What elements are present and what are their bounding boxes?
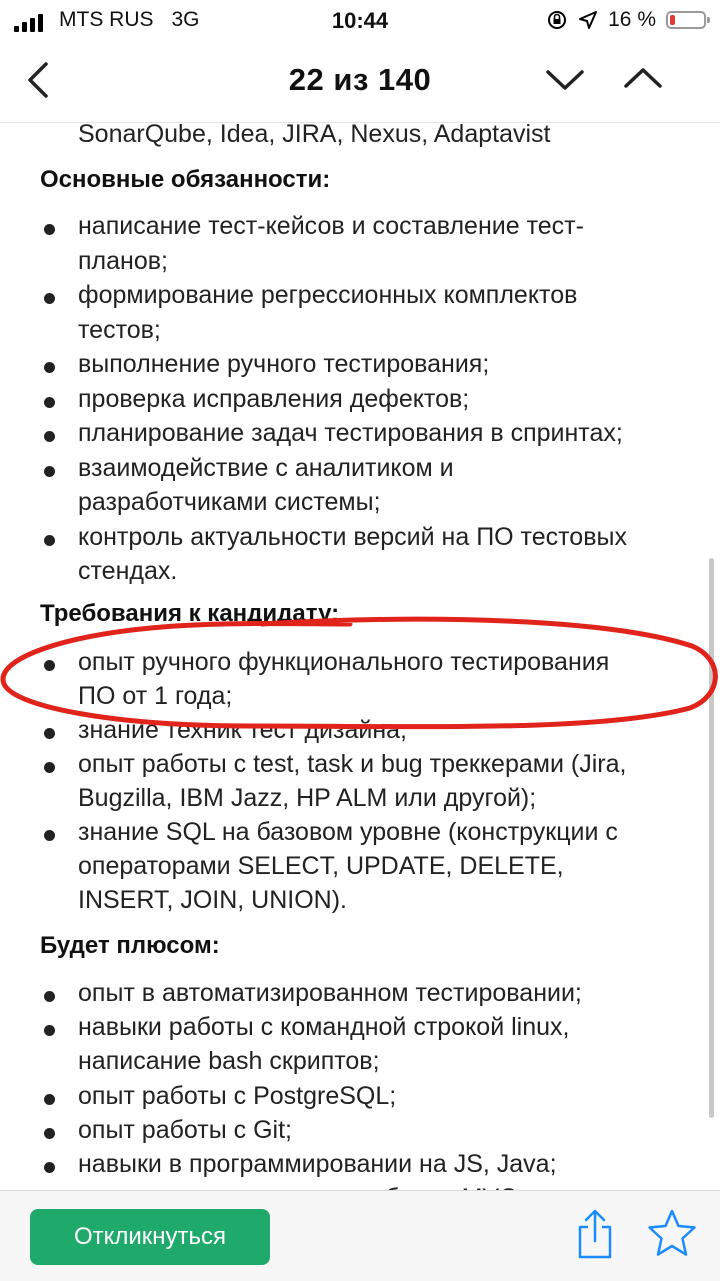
bullet-icon	[44, 1025, 55, 1036]
bullet-icon	[44, 1128, 55, 1139]
tools-line: SonarQube, Idea, JIRA, Nexus, Adaptavist	[78, 120, 551, 148]
duties-heading: Основные обязанности:	[40, 166, 331, 193]
apply-button[interactable]: Откликнуться	[30, 1209, 270, 1265]
bullet-icon	[44, 762, 55, 773]
list-item-line: навыки в программировании на JS, Java;	[78, 1150, 557, 1178]
list-item-line: тестов;	[78, 315, 161, 344]
list-item-line: ПО от 1 года;	[78, 682, 233, 710]
list-item-line: контроль актуальности версий на ПО тестовых	[78, 522, 627, 551]
scrollbar[interactable]	[709, 558, 714, 1118]
list-item-line: написание bash скриптов;	[78, 1047, 380, 1076]
list-item-line: навыки работы с командной строкой linux,	[78, 1013, 570, 1042]
bullet-icon	[44, 660, 55, 671]
list-item-line: взаимодействие с аналитиком и	[78, 453, 454, 482]
list-item-line: написание тест-кейсов и составление тест-	[78, 212, 584, 240]
page-title: 22 из 140	[288, 62, 432, 97]
battery-icon	[666, 11, 706, 29]
status-bar	[0, 0, 720, 40]
bullet-icon	[44, 224, 55, 235]
share-icon[interactable]	[574, 1207, 616, 1261]
list-item-line: знание SQL на базовом уровне (конструкции с	[78, 818, 618, 846]
list-item-line: планирование задач тестирования в спринтах;	[78, 419, 623, 447]
status-time: 10:44	[331, 8, 389, 33]
list-item-line: опыт работы с Git;	[78, 1115, 292, 1144]
list-item-line: разработчиками системы;	[78, 488, 381, 516]
list-item-line: проверка исправления дефектов;	[78, 384, 470, 413]
navigation-bar	[0, 40, 720, 123]
list-item-line: знание техник тест дизайна;	[78, 716, 407, 744]
list-item-line: формирование регрессионных комплектов	[78, 281, 578, 309]
chevron-up-icon[interactable]	[618, 62, 668, 92]
list-item-line: опыт работы с PostgreSQL;	[78, 1081, 397, 1110]
battery-fill	[670, 15, 675, 25]
list-item-line: опыт в автоматизированном тестировании;	[78, 979, 582, 1007]
favorite-star-icon[interactable]	[646, 1207, 698, 1259]
battery-percent: 16 %	[608, 8, 656, 31]
network-label: 3G	[171, 8, 200, 31]
plus-heading: Будет плюсом:	[40, 932, 220, 959]
orientation-lock-icon	[546, 9, 568, 31]
list-item-line: опыт работы с test, task и bug треккерами (Jira,	[78, 750, 627, 778]
bullet-icon	[44, 397, 55, 408]
vacancy-description[interactable]	[0, 114, 720, 1190]
bullet-icon	[44, 431, 55, 442]
list-item-line: операторами SELECT, UPDATE, DELETE,	[78, 852, 564, 880]
bullet-icon	[44, 293, 55, 304]
bullet-icon	[44, 1162, 55, 1173]
bullet-icon	[44, 991, 55, 1002]
bullet-icon	[44, 535, 55, 546]
list-item-line: INSERT, JOIN, UNION).	[78, 886, 348, 914]
bottom-toolbar	[0, 1190, 720, 1281]
bullet-icon	[44, 362, 55, 373]
location-arrow-icon	[578, 10, 598, 30]
list-item-line: Bugzilla, IBM Jazz, HP ALM или другой);	[78, 784, 537, 812]
list-item-line: опыт ручного функционального тестирования	[78, 648, 610, 676]
requirements-heading: Требования к кандидату:	[40, 600, 340, 627]
bullet-icon	[44, 830, 55, 841]
bullet-icon	[44, 466, 55, 477]
list-item-line: выполнение ручного тестирования;	[78, 350, 490, 378]
bullet-icon	[44, 728, 55, 739]
list-item-line: стендах.	[78, 557, 178, 585]
bullet-icon	[44, 1094, 55, 1105]
carrier-label: MTS RUS	[59, 8, 154, 31]
list-item-line: планов;	[78, 246, 168, 275]
chevron-down-icon[interactable]	[540, 66, 590, 96]
